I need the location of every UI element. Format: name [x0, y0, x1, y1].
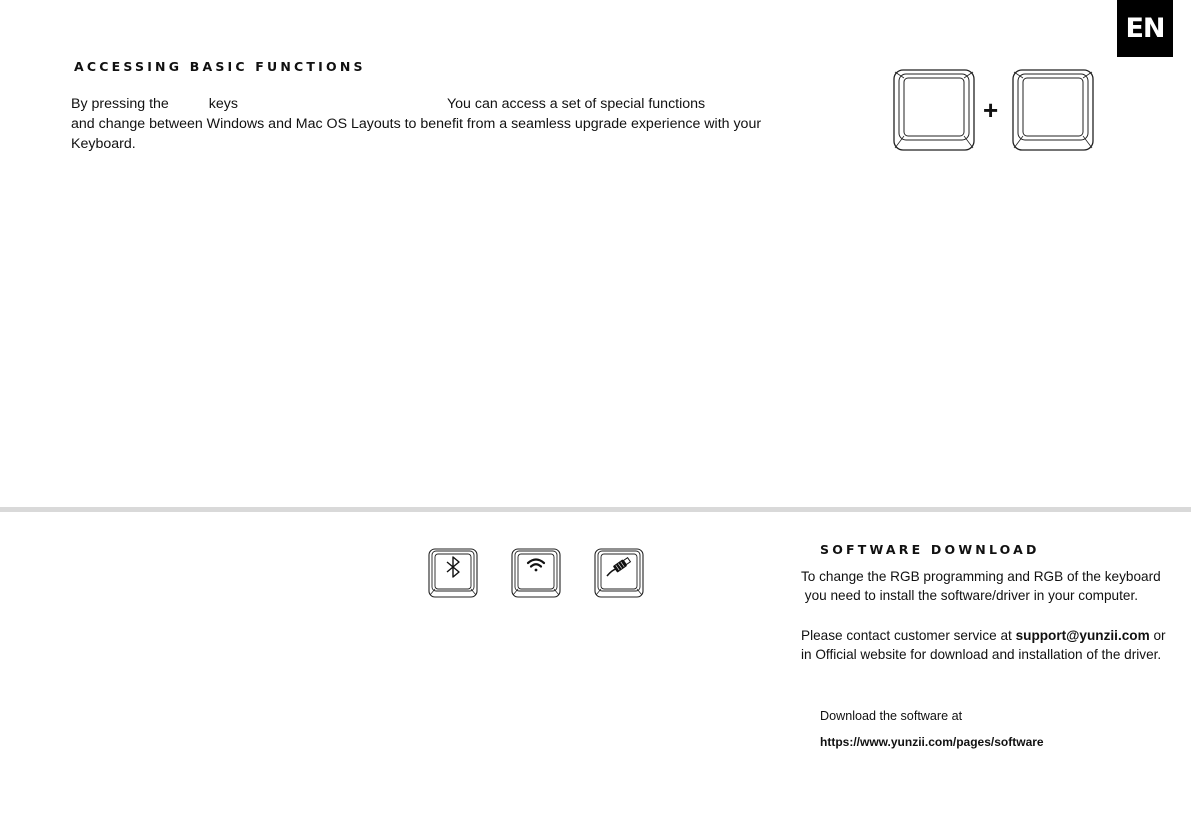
- basic-functions-line-2: and change between Windows and Mac OS Layouts to benefit from a seamless upgrade experience with your: [71, 116, 762, 132]
- software-p1-line2: you need to install the software/driver in your computer.: [801, 588, 1138, 603]
- plus-sign: +: [983, 95, 999, 125]
- section-title-basic-functions: ACCESSING BASIC FUNCTIONS: [74, 59, 366, 74]
- basic-text-b: keys: [208, 96, 238, 112]
- keycap-bluetooth: [428, 548, 478, 598]
- software-p2-text-b: or: [1149, 628, 1166, 643]
- language-label: EN: [1125, 13, 1165, 44]
- download-url-link[interactable]: https://www.yunzii.com/pages/software: [820, 735, 1044, 749]
- download-label: Download the software at: [820, 709, 963, 723]
- software-paragraph-1: [801, 567, 1161, 605]
- keycap-wired: [594, 548, 644, 598]
- keycap-blank-right: [1012, 69, 1094, 151]
- support-email[interactable]: support@yunzii.com: [1015, 628, 1150, 643]
- section-divider: [0, 507, 1191, 512]
- keycap-blank-left: [893, 69, 975, 151]
- software-p2-text-a: Please contact customer service at: [801, 628, 1016, 643]
- keycap-wireless: [511, 548, 561, 598]
- language-badge: [1117, 0, 1173, 57]
- basic-functions-line-3: Keyboard.: [71, 136, 136, 152]
- software-p2-line2: in Official website for download and installation of the driver.: [801, 647, 1162, 662]
- basic-functions-line-1: [71, 94, 705, 114]
- basic-text-a: By pressing the: [71, 96, 169, 112]
- section-title-software-download: SOFTWARE DOWNLOAD: [820, 542, 1040, 557]
- software-paragraph-2: [801, 626, 1166, 664]
- software-p1-line1: To change the RGB programming and RGB of the keyboard: [801, 569, 1161, 584]
- basic-text-c: You can access a set of special functions: [446, 96, 706, 112]
